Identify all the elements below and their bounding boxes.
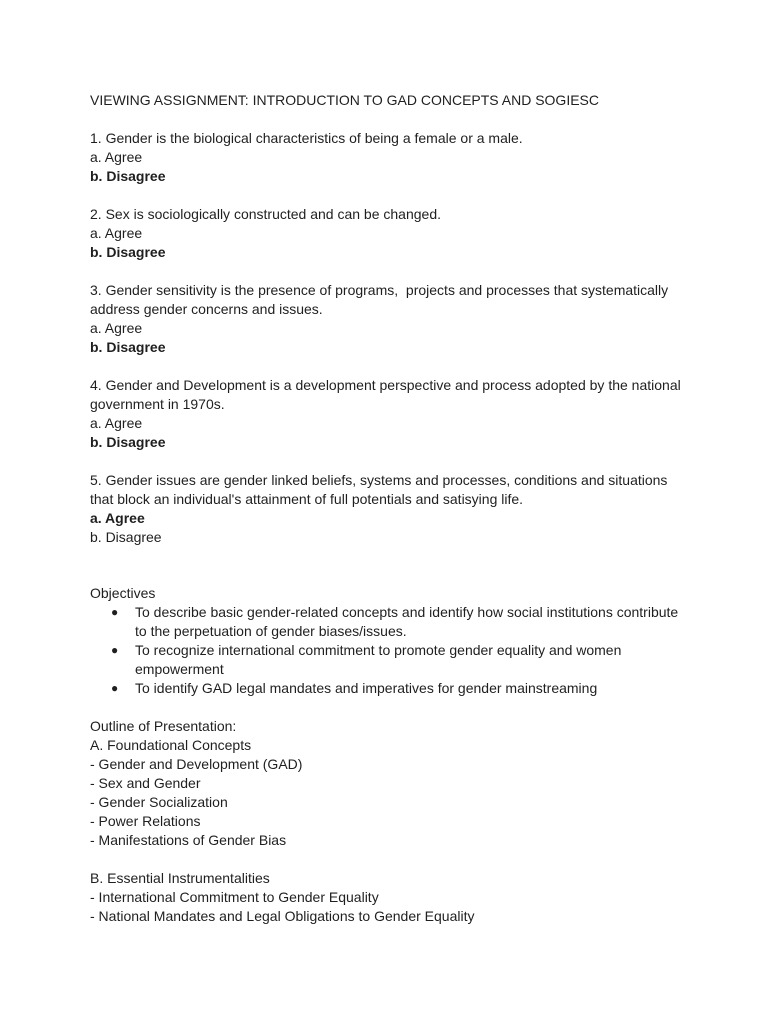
objectives-list [90, 603, 690, 698]
answer-option: b. Disagree [90, 529, 162, 545]
question-text: 2. Sex is sociologically constructed and can be changed. [90, 206, 441, 222]
outline-item: - National Mandates and Legal Obligations to Gender Equality [90, 908, 475, 924]
outline-item: - International Commitment to Gender Equality [90, 889, 379, 905]
bullet-icon: ● [111, 605, 119, 619]
document-title: VIEWING ASSIGNMENT: INTRODUCTION TO GAD CONCEPTS AND SOGIESC [90, 92, 599, 108]
answer-option-selected: b. Disagree [90, 434, 166, 450]
objective-text: To describe basic gender-related concepts and identify how social institutions contribute to the perpetuation of gender biases/issues. [135, 604, 679, 639]
question-item [90, 129, 690, 186]
questions-list [90, 129, 690, 547]
answer-option: a. Agree [90, 415, 143, 431]
answer-option-selected: b. Disagree [90, 168, 166, 184]
outline-subsection-title: A. Foundational Concepts [90, 737, 252, 753]
bullet-icon: ● [111, 643, 119, 657]
objective-text: To identify GAD legal mandates and imperatives for gender mainstreaming [135, 680, 598, 696]
answer-option-selected: b. Disagree [90, 339, 166, 355]
question-item [90, 205, 690, 262]
objective-text: To recognize international commitment to promote gender equality and women empowerment [135, 642, 622, 677]
outline-subsection-title: B. Essential Instrumentalities [90, 870, 270, 886]
question-text: 5. Gender issues are gender linked beliefs, systems and processes, conditions and situations that block an individual's attainment of full potentials and satisying life. [90, 472, 672, 507]
answer-option-selected: a. Agree [90, 510, 145, 526]
question-text: 1. Gender is the biological characteristics of being a female or a male. [90, 130, 523, 146]
outline-item: - Sex and Gender [90, 775, 201, 791]
document-page [90, 91, 690, 926]
answer-option: a. Agree [90, 225, 143, 241]
outline-item: - Power Relations [90, 813, 201, 829]
outline-heading: Outline of Presentation: [90, 718, 237, 734]
outline-item: - Gender Socialization [90, 794, 228, 810]
answer-option-selected: b. Disagree [90, 244, 166, 260]
objective-item [90, 641, 690, 679]
objectives-heading: Objectives [90, 585, 156, 601]
question-text: 4. Gender and Development is a development perspective and process adopted by the national government in 1970s. [90, 377, 685, 412]
answer-option: a. Agree [90, 149, 143, 165]
question-item [90, 281, 690, 357]
outline-item: - Gender and Development (GAD) [90, 756, 303, 772]
objectives-section [90, 584, 690, 698]
outline-subsection [90, 736, 690, 850]
question-item [90, 376, 690, 452]
bullet-icon: ● [111, 681, 119, 695]
objective-item [90, 603, 690, 641]
outline-subsection [90, 869, 690, 926]
question-item [90, 471, 690, 547]
outline-item: - Manifestations of Gender Bias [90, 832, 287, 848]
answer-option: a. Agree [90, 320, 143, 336]
question-text: 3. Gender sensitivity is the presence of programs, projects and processes that systematically address gender concerns and issues. [90, 282, 673, 317]
outline-section [90, 717, 690, 926]
objective-item [90, 679, 690, 698]
